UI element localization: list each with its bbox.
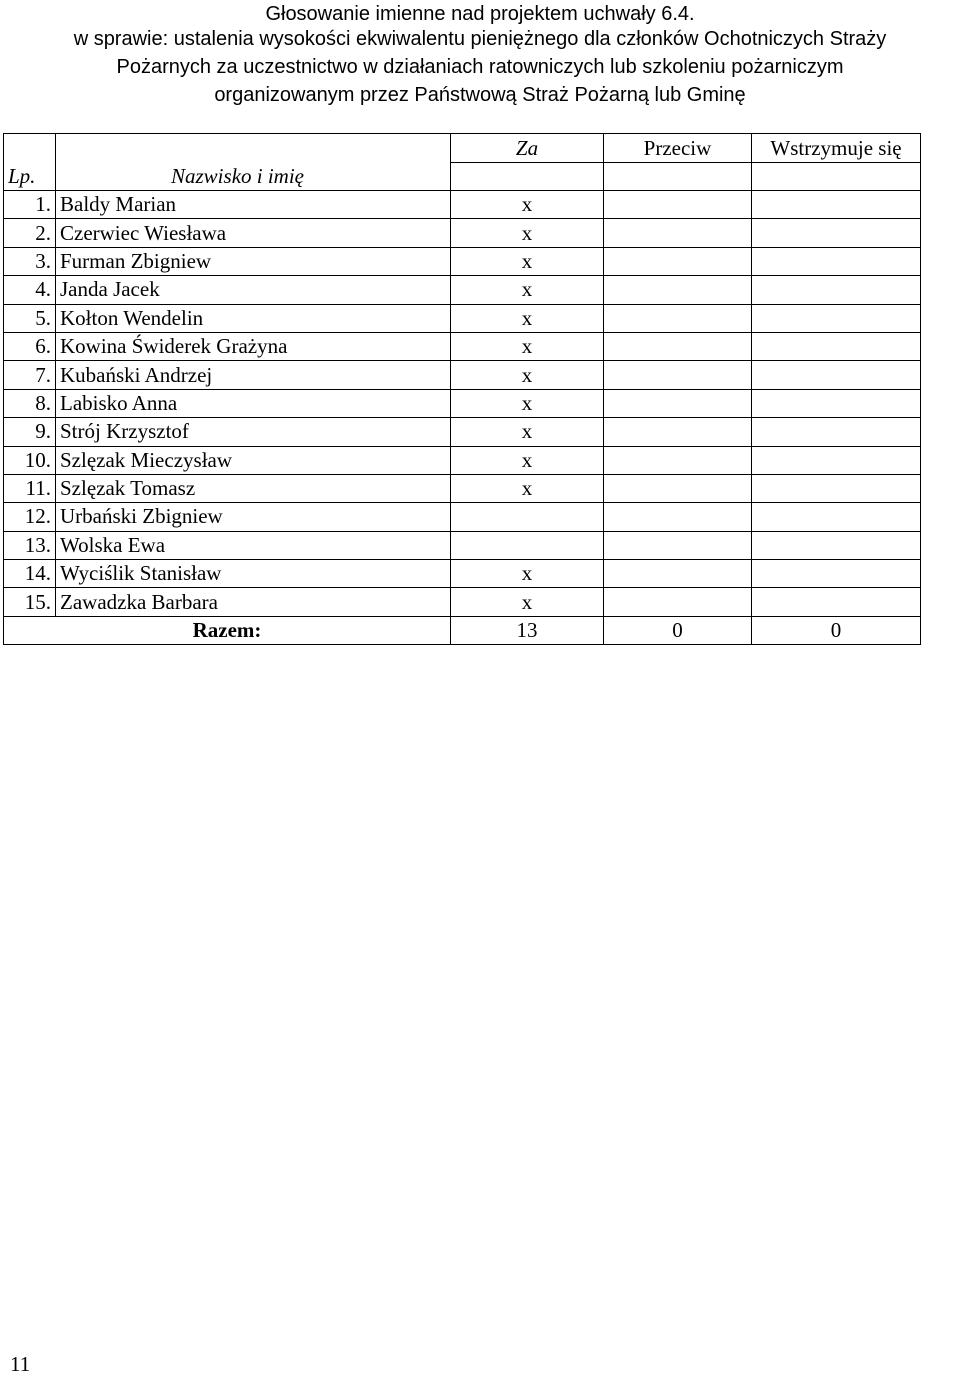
resolution-subject [0, 25, 960, 109]
header-wstrzymuje-blank [752, 163, 921, 191]
row-number: 10. [4, 446, 56, 474]
total-za: 13 [451, 616, 604, 644]
table-row [4, 503, 921, 531]
row-number: 3. [4, 247, 56, 275]
vote-przeciw [604, 219, 752, 247]
vote-za: x [451, 247, 604, 275]
vote-wstrzymuje [752, 332, 921, 360]
table-row [4, 247, 921, 275]
councillor-name: Szlęzak Tomasz [56, 474, 451, 502]
table-row [4, 191, 921, 219]
vote-za: x [451, 389, 604, 417]
header-za-blank [451, 163, 604, 191]
vote-wstrzymuje [752, 191, 921, 219]
vote-za: x [451, 304, 604, 332]
councillor-name: Kubański Andrzej [56, 361, 451, 389]
vote-przeciw [604, 389, 752, 417]
vote-za: x [451, 332, 604, 360]
total-wstrzymuje: 0 [752, 616, 921, 644]
vote-przeciw [604, 560, 752, 588]
table-row [4, 560, 921, 588]
vote-za: x [451, 588, 604, 616]
vote-przeciw [604, 418, 752, 446]
row-number: 12. [4, 503, 56, 531]
totals-row [4, 616, 921, 644]
vote-wstrzymuje [752, 446, 921, 474]
subject-line-1: w sprawie: ustalenia wysokości ekwiwalentu pieniężnego dla członków Ochotniczych Straży [73, 28, 887, 50]
table-row [4, 446, 921, 474]
table-row [4, 276, 921, 304]
vote-za: x [451, 276, 604, 304]
vote-wstrzymuje [752, 276, 921, 304]
header-za: Za [451, 134, 604, 163]
vote-za [451, 531, 604, 559]
document-title: Głosowanie imienne nad projektem uchwały 6.4. [265, 3, 695, 25]
table-row [4, 219, 921, 247]
totals-label: Razem: [4, 616, 451, 644]
vote-za: x [451, 418, 604, 446]
councillor-name: Furman Zbigniew [56, 247, 451, 275]
councillor-name: Baldy Marian [56, 191, 451, 219]
vote-przeciw [604, 332, 752, 360]
row-number: 5. [4, 304, 56, 332]
councillor-name: Labisko Anna [56, 389, 451, 417]
subject-line-3: organizowanym przez Państwową Straż Pożarną lub Gminę [214, 84, 746, 106]
vote-wstrzymuje [752, 588, 921, 616]
vote-za: x [451, 446, 604, 474]
row-number: 8. [4, 389, 56, 417]
vote-przeciw [604, 588, 752, 616]
row-number: 9. [4, 418, 56, 446]
header-lp: Lp. [4, 134, 56, 191]
table-row [4, 588, 921, 616]
subject-line-2: Pożarnych za uczestnictwo w działaniach ratowniczych lub szkoleniu pożarniczym [116, 56, 844, 78]
vote-za: x [451, 219, 604, 247]
vote-przeciw [604, 276, 752, 304]
table-row [4, 332, 921, 360]
row-number: 13. [4, 531, 56, 559]
vote-przeciw [604, 361, 752, 389]
vote-za [451, 503, 604, 531]
vote-przeciw [604, 531, 752, 559]
councillor-name: Szlęzak Mieczysław [56, 446, 451, 474]
vote-przeciw [604, 304, 752, 332]
vote-wstrzymuje [752, 531, 921, 559]
table-row [4, 304, 921, 332]
header-przeciw-blank [604, 163, 752, 191]
table-row [4, 531, 921, 559]
vote-przeciw [604, 247, 752, 275]
vote-wstrzymuje [752, 418, 921, 446]
table-row [4, 389, 921, 417]
table-row [4, 361, 921, 389]
vote-wstrzymuje [752, 503, 921, 531]
councillor-name: Urbański Zbigniew [56, 503, 451, 531]
total-przeciw: 0 [604, 616, 752, 644]
vote-przeciw [604, 474, 752, 502]
vote-wstrzymuje [752, 560, 921, 588]
vote-przeciw [604, 446, 752, 474]
councillor-name: Czerwiec Wiesława [56, 219, 451, 247]
table-header-row [4, 134, 921, 163]
row-number: 1. [4, 191, 56, 219]
vote-przeciw [604, 503, 752, 531]
councillor-name: Janda Jacek [56, 276, 451, 304]
councillor-name: Strój Krzysztof [56, 418, 451, 446]
vote-wstrzymuje [752, 247, 921, 275]
councillor-name: Kowina Świderek Grażyna [56, 332, 451, 360]
vote-wstrzymuje [752, 389, 921, 417]
vote-wstrzymuje [752, 219, 921, 247]
vote-wstrzymuje [752, 304, 921, 332]
councillor-name: Wyciślik Stanisław [56, 560, 451, 588]
row-number: 14. [4, 560, 56, 588]
vote-wstrzymuje [752, 361, 921, 389]
vote-wstrzymuje [752, 474, 921, 502]
row-number: 6. [4, 332, 56, 360]
page-number: 11 [10, 1352, 31, 1376]
table-row [4, 418, 921, 446]
header-przeciw: Przeciw [604, 134, 752, 163]
councillor-name: Kołton Wendelin [56, 304, 451, 332]
councillor-name: Wolska Ewa [56, 531, 451, 559]
roll-call-vote-table [3, 133, 921, 645]
vote-przeciw [604, 191, 752, 219]
vote-za: x [451, 474, 604, 502]
row-number: 15. [4, 588, 56, 616]
table-row [4, 474, 921, 502]
vote-za: x [451, 191, 604, 219]
vote-za: x [451, 560, 604, 588]
row-number: 4. [4, 276, 56, 304]
header-name: Nazwisko i imię [56, 134, 451, 191]
councillor-name: Zawadzka Barbara [56, 588, 451, 616]
row-number: 2. [4, 219, 56, 247]
row-number: 7. [4, 361, 56, 389]
header-wstrzymuje: Wstrzymuje się [752, 134, 921, 163]
row-number: 11. [4, 474, 56, 502]
vote-za: x [451, 361, 604, 389]
